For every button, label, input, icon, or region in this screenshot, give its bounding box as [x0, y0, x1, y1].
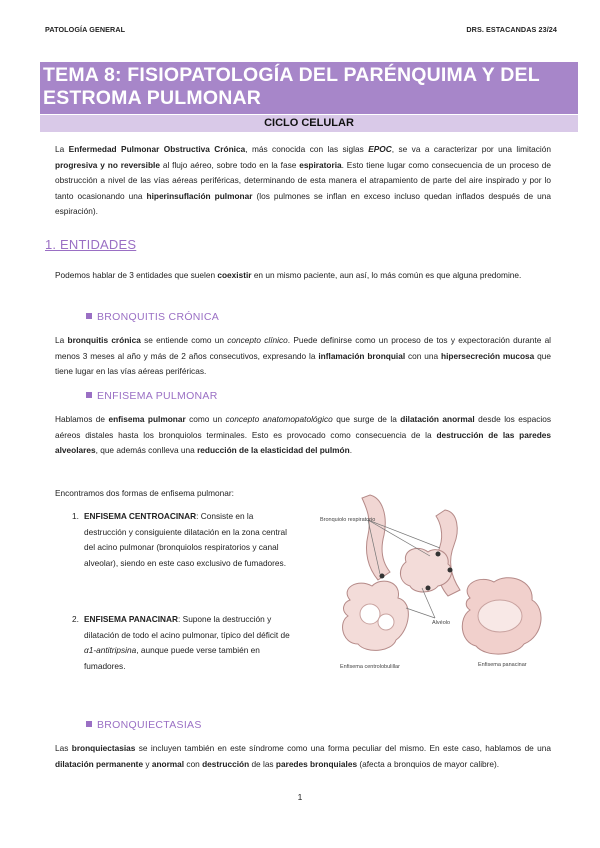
label-panacinar: Enfisema panacinar	[478, 662, 527, 668]
subheading-bronquiectasias: BRONQUIECTASIAS	[86, 719, 202, 731]
header-left: PATOLOGÍA GENERAL	[45, 25, 126, 34]
enfisema-forms-intro: Encontramos dos formas de enfisema pulmonar:	[55, 488, 234, 498]
list-number: 1.	[72, 511, 79, 521]
title-line-1: TEMA 8: FISIOPATOLOGÍA DEL PARÉNQUIMA Y DEL	[43, 64, 540, 86]
label-alveolo: Alvéolo	[432, 620, 451, 626]
page-number: 1	[297, 792, 303, 802]
subheading-bronquitis: BRONQUITIS CRÓNICA	[86, 311, 219, 323]
list-number: 2.	[72, 614, 79, 624]
intro-paragraph: La Enfermedad Pulmonar Obstructiva Crónica, más conocida con las siglas EPOC, se va a caracterizar por una limitación progresiva y no reversible al flujo aéreo, sobre todo en la fase espiratoria. Esto tiene lugar como consecuencia de un proceso de obstrucción a nivel de las vías aéreas periféricas, determinando de esta manera el atrapamiento de parte del aire inspirado y por lo tanto ocasionando una hiperinsuflación pulmonar (los pulmones se inflan en exceso incluso quedan inflados después de una espiración).	[55, 144, 552, 217]
bronquitis-paragraph: La bronquitis crónica se entiende como un concepto clínico. Puede definirse como un proceso de tos y expectoración durante al menos 3 meses al año y más de 2 años consecutivos, expresando la inflamación bronquial con una hipersecreción mucosa que tiene lugar en las vías aéreas periféricas.	[55, 335, 552, 377]
bronquiectasias-paragraph: Las bronquiectasias se incluyen también en este síndrome como una forma peculiar del mismo. En este caso, hablamos de una dilatación permanente y anormal con destrucción de las paredes bronquiales (afecta a bronquios de mayor calibre).	[55, 743, 552, 769]
bullet-square-icon	[86, 313, 92, 319]
pointer-line	[406, 608, 435, 618]
section-heading-entidades: 1. ENTIDADES	[45, 237, 137, 252]
bronchiole-left	[362, 495, 390, 580]
label-centrolobulillar: Enfisema centrolobulillar	[340, 664, 400, 670]
bullet-square-icon	[86, 392, 92, 398]
page-title	[40, 62, 578, 114]
entidades-paragraph: Podemos hablar de 3 entidades que suelen coexistir en un mismo paciente, aun así, lo más común es que alguna predomine.	[55, 270, 522, 280]
header-right: DRS. ESTACANDAS 23/24	[466, 25, 557, 34]
subheading-enfisema: ENFISEMA PULMONAR	[86, 390, 218, 402]
bullet-square-icon	[86, 721, 92, 727]
label-bronquiolo: Bronquiolo respiratorio	[320, 517, 376, 523]
enfisema-paragraph: Hablamos de enfisema pulmonar como un concepto anatomopatológico que surge de la dilatación anormal desde los espacios aéreos distales hasta los bronquiolos terminales. Esto es provocado como consecuencia de la destrucción de las paredes alveolares, que además conlleva una reducción de la elasticidad del pulmón.	[55, 414, 552, 456]
title-line-2: ESTROMA PULMONAR	[43, 87, 262, 109]
pointer-line	[422, 588, 435, 618]
emphysema-figure	[310, 490, 560, 675]
subtitle: CICLO CELULAR	[40, 115, 578, 132]
list-item-centroacinar: 1. ENFISEMA CENTROACINAR: Consiste en la destrucción y consiguiente dilatación en la zona central del acino pulmonar (bronquiolos respiratorios y canal alveolar), siendo en este caso exclusivo de fumadores.	[72, 511, 287, 568]
list-item-panacinar: 2. ENFISEMA PANACINAR: Supone la destrucción y dilatación de todo el acino pulmonar, típico del déficit de α1-antitripsina, aunque puede verse también en fumadores.	[72, 614, 290, 671]
